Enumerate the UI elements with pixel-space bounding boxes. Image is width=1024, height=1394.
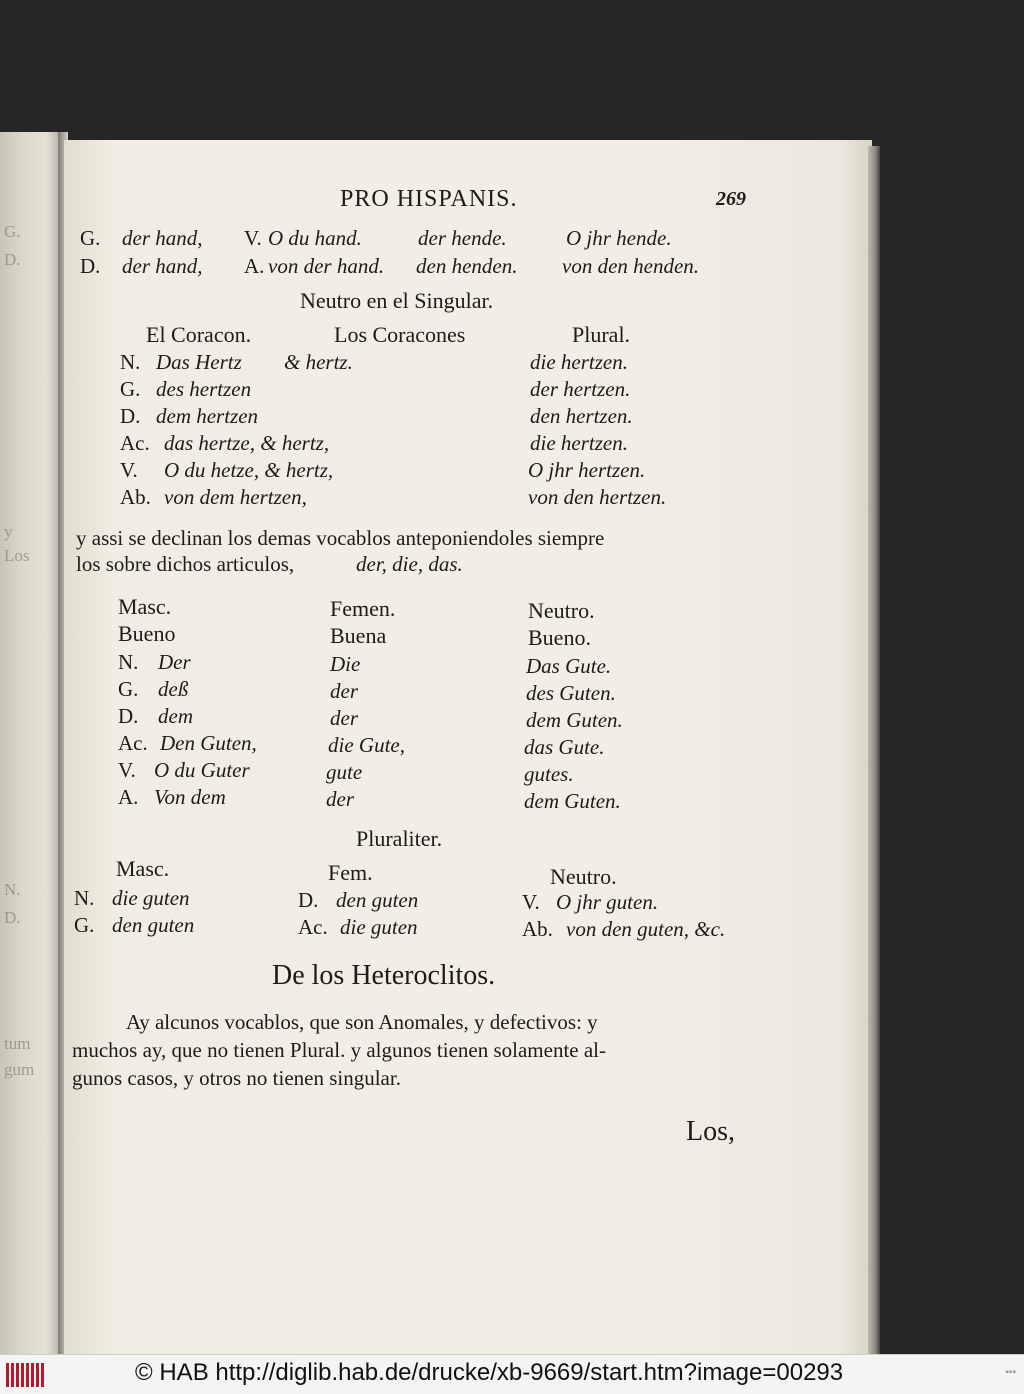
page-number: 269: [716, 188, 746, 210]
table-cell: das hertze, & hertz,: [164, 431, 330, 455]
table-cell: das Gute.: [524, 735, 605, 759]
copyright-link[interactable]: © HAB http://diglib.hab.de/drucke/xb-9669/start.htm?image=00293: [135, 1359, 844, 1386]
column-header: Femen.: [330, 596, 396, 621]
hab-logo-icon: [6, 1363, 46, 1387]
table-cell: der hertzen.: [530, 377, 631, 401]
case-label: V.: [118, 758, 136, 782]
case-label: A.: [244, 254, 265, 278]
table-cell: von den henden.: [562, 254, 700, 278]
column-header: Neutro.: [550, 864, 617, 889]
case-label: V.: [120, 458, 138, 482]
case-label: G.: [118, 677, 139, 701]
column-header: El Coracon.: [146, 322, 252, 347]
ghost-text: D.: [4, 908, 21, 927]
case-label: N.: [74, 886, 95, 910]
ghost-text: Los: [4, 546, 30, 565]
table-cell: des hertzen: [156, 377, 252, 401]
table-cell: gute: [326, 760, 363, 784]
case-label: G.: [74, 913, 95, 937]
column-header: Neutro.: [528, 598, 595, 623]
table-cell: O du hetze, & hertz,: [164, 458, 334, 482]
ghost-text: N.: [4, 880, 21, 899]
case-label: G.: [120, 377, 141, 401]
column-header: Fem.: [328, 860, 373, 885]
table-cell: & hertz.: [284, 350, 353, 374]
column-header: Masc.: [116, 856, 170, 881]
body-text-italic: der, die, das.: [356, 552, 463, 576]
table-cell: O jhr hende.: [566, 226, 672, 250]
table-cell: die hertzen.: [530, 431, 628, 455]
table-cell: den henden.: [416, 254, 518, 278]
table-cell: der: [326, 787, 354, 811]
table-cell: dem: [158, 704, 193, 728]
table-cell: die hertzen.: [530, 350, 628, 374]
body-text-line: Ay alcunos vocablos, que son Anomales, y defectivos: y: [126, 1010, 598, 1034]
case-label: N.: [118, 650, 139, 674]
table-cell: dem Guten.: [526, 708, 623, 732]
case-label: Ab.: [522, 917, 553, 941]
table-cell: des Guten.: [526, 681, 616, 705]
table-cell: O jhr guten.: [556, 890, 659, 914]
table-cell: Das Gute.: [526, 654, 612, 678]
table-cell: den guten: [336, 888, 419, 912]
table-cell: deß: [158, 677, 189, 701]
ghost-text: G.: [4, 222, 21, 241]
section-heading: De los Heteroclitos.: [272, 960, 496, 991]
table-cell: der: [330, 706, 358, 730]
table-cell: Der: [158, 650, 191, 674]
table-cell: Den Guten,: [160, 731, 257, 755]
table-cell: der: [330, 679, 358, 703]
catchword: Los,: [686, 1116, 735, 1147]
table-cell: von den guten, &c.: [566, 917, 726, 941]
body-text-line: muchos ay, que no tienen Plural. y algunos tienen solamente al-: [72, 1038, 607, 1062]
table-cell: von den hertzen.: [528, 485, 667, 509]
table-cell: der hand,: [122, 226, 203, 250]
case-label: A.: [118, 785, 139, 809]
table-cell: die Gute,: [328, 733, 405, 757]
case-label: D.: [120, 404, 141, 428]
table-cell: den hertzen.: [530, 404, 633, 428]
section-title: Pluraliter.: [356, 826, 443, 851]
column-subheader: Bueno.: [528, 625, 591, 650]
column-header: Masc.: [118, 594, 172, 619]
table-cell: der hand,: [122, 254, 203, 278]
previous-page-edge: [0, 132, 58, 1372]
running-head: PRO HISPANIS.: [340, 186, 518, 212]
table-cell: O du Guter: [154, 758, 250, 782]
column-subheader: Buena: [330, 623, 387, 648]
case-label: N.: [120, 350, 141, 374]
case-label: D.: [118, 704, 139, 728]
case-label: V.: [522, 890, 540, 914]
case-label: G.: [80, 226, 101, 250]
case-label: Ac.: [118, 731, 148, 755]
table-cell: gutes.: [524, 762, 574, 786]
table-cell: dem hertzen: [156, 404, 259, 428]
table-cell: die guten: [112, 886, 190, 910]
table-cell: O du hand.: [268, 226, 362, 250]
footer-bar: [0, 1354, 1024, 1394]
table-cell: die guten: [340, 915, 418, 939]
table-cell: den guten: [112, 913, 195, 937]
column-header: Plural.: [572, 322, 631, 347]
body-text-line: los sobre dichos articulos,: [76, 552, 295, 576]
case-label: Ac.: [298, 915, 328, 939]
ghost-text: y: [4, 522, 13, 541]
case-label: D.: [298, 888, 319, 912]
table-cell: dem Guten.: [524, 789, 621, 813]
case-label: Ac.: [120, 431, 150, 455]
more-icon: ▪▪▪: [1005, 1367, 1016, 1378]
table-cell: der hende.: [418, 226, 507, 250]
ghost-text: tum: [4, 1034, 31, 1053]
column-subheader: Bueno: [118, 621, 176, 646]
ghost-text: D.: [4, 250, 21, 269]
body-text-line: gunos casos, y otros no tienen singular.: [72, 1066, 401, 1090]
body-text-line: y assi se declinan los demas vocablos anteponiendoles siempre: [76, 526, 605, 550]
page-edge: [868, 146, 880, 1368]
case-label: V.: [244, 226, 262, 250]
table-cell: Die: [330, 652, 361, 676]
ghost-text: gum: [4, 1060, 35, 1079]
case-label: Ab.: [120, 485, 151, 509]
case-label: D.: [80, 254, 101, 278]
table-cell: von dem hertzen,: [164, 485, 307, 509]
section-title: Neutro en el Singular.: [300, 288, 494, 313]
table-cell: O jhr hertzen.: [528, 458, 646, 482]
table-cell: von der hand.: [268, 254, 385, 278]
column-header: Los Coracones: [334, 322, 466, 347]
table-cell: Von dem: [154, 785, 226, 809]
table-cell: Das Hertz: [156, 350, 242, 374]
